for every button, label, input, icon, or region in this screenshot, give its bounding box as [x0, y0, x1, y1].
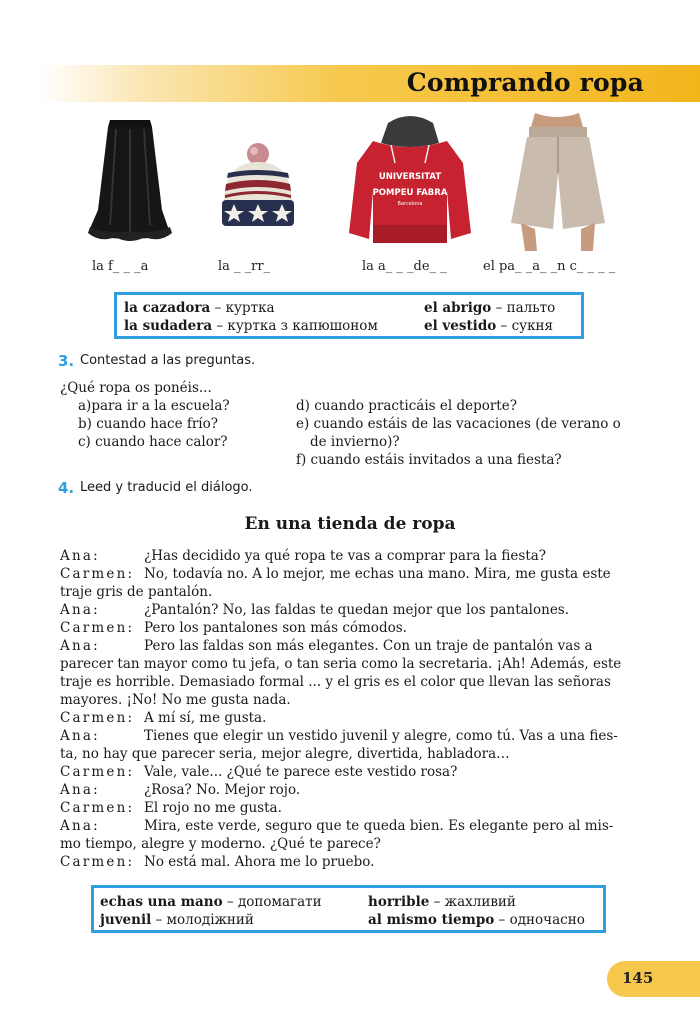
- dialog-line: Ana: Mira, este verde, seguro que te queda bien. Es elegante pero al mis-: [60, 818, 614, 834]
- question-a: a)para ir a la escuela?: [78, 398, 230, 414]
- dialog-line: Carmen: No está mal. Ahora me lo pruebo.: [60, 854, 375, 870]
- dialog-line: Carmen: No, todavía no. A lo mejor, me echas una mano. Mira, me gusta este: [60, 566, 611, 582]
- vocab-entry: al mismo tiempo – одночасно: [368, 912, 585, 928]
- exercise-3-lead: ¿Qué ropa os ponéis...: [60, 380, 212, 396]
- page-number-tab: [607, 961, 700, 997]
- question-d: d) cuando practicáis el deporte?: [296, 398, 517, 414]
- dialog-line: mo tiempo, alegre y moderno. ¿Qué te parece?: [60, 836, 381, 852]
- hoodie-print-line2: POMPEU FABRA: [372, 188, 448, 198]
- hoodie-print-line1: UNIVERSITAT: [378, 172, 442, 182]
- vocab-box-dialog: [91, 885, 606, 933]
- exercise-3-number: 3.: [58, 352, 75, 370]
- dialog-line: Ana: ¿Has decidido ya qué ropa te vas a comprar para la fiesta?: [60, 548, 547, 564]
- vocab-box-clothes: [114, 292, 584, 339]
- vocab-entry: la cazadora – куртка: [124, 300, 275, 316]
- dialog-line: Carmen: A mí sí, me gusta.: [60, 710, 267, 726]
- dialog-line: ta, no hay que parecer seria, mejor alegre, divertida, habladora…: [60, 746, 510, 762]
- dialog-line: Ana: Pero las faldas son más elegantes. Con un traje de pantalón vas a: [60, 638, 593, 654]
- shorts-picture: [497, 113, 617, 253]
- page-title: Comprando ropa: [406, 68, 644, 97]
- dialog-line: traje gris de pantalón.: [60, 584, 213, 600]
- exercise-4-instruction: Leed y traducid el diálogo.: [80, 480, 253, 495]
- dialog-line: Carmen: El rojo no me gusta.: [60, 800, 282, 816]
- vocab-entry: el vestido – сукня: [424, 318, 554, 334]
- vocab-entry: echas una mano – допомагати: [100, 894, 322, 910]
- skirt-picture: [80, 115, 180, 250]
- dialog-title: En una tienda de ropa: [244, 514, 456, 534]
- page-number: 145: [622, 969, 654, 987]
- exercise-3-instruction: Contestad a las preguntas.: [80, 353, 256, 368]
- exercise-4-number: 4.: [58, 479, 75, 497]
- question-e: e) cuando estáis de las vacaciones (de verano o: [296, 416, 621, 432]
- beanie-picture: [210, 140, 305, 235]
- vocab-entry: la sudadera – куртка з капюшоном: [124, 318, 378, 334]
- question-f: f) cuando estáis invitados a una fiesta?: [296, 452, 562, 468]
- hoodie-print-line3: Barcelona: [397, 201, 423, 207]
- question-c: c) cuando hace calor?: [78, 434, 228, 450]
- caption-skirt: la f_ _ _a: [92, 259, 149, 274]
- dialog-line: Ana: ¿Rosa? No. Mejor rojo.: [60, 782, 301, 798]
- question-e-cont: de invierno)?: [310, 434, 400, 450]
- dialog-line: Ana: Tienes que elegir un vestido juvenil y alegre, como tú. Vas a una fies-: [60, 728, 618, 744]
- caption-shorts: el pa_ _a_ _n c_ _ _ _: [483, 259, 616, 274]
- dialog-line: parecer tan mayor como tu jefa, o tan seria como la secretaria. ¡Ah! Además, este: [60, 656, 622, 672]
- vocab-entry: el abrigo – пальто: [424, 300, 556, 316]
- dialog-line: Carmen: Pero los pantalones son más cómodos.: [60, 620, 407, 636]
- question-b: b) cuando hace frío?: [78, 416, 218, 432]
- dialog-line: traje es horrible. Demasiado formal ... y el gris es el color que llevan las señoras: [60, 674, 611, 690]
- hoodie-picture: [343, 113, 478, 253]
- dialog-line: mayores. ¡No! No me gusta nada.: [60, 692, 291, 708]
- dialog-line: Carmen: Vale, vale... ¿Qué te parece este vestido rosa?: [60, 764, 458, 780]
- vocab-entry: horrible – жахливий: [368, 894, 516, 910]
- caption-hoodie: la a_ _ _de_ _: [362, 259, 447, 274]
- caption-beanie: la _ _rr_: [218, 259, 271, 274]
- dialog-line: Ana: ¿Pantalón? No, las faldas te quedan mejor que los pantalones.: [60, 602, 570, 618]
- vocab-entry: juvenil – молодіжний: [100, 912, 254, 928]
